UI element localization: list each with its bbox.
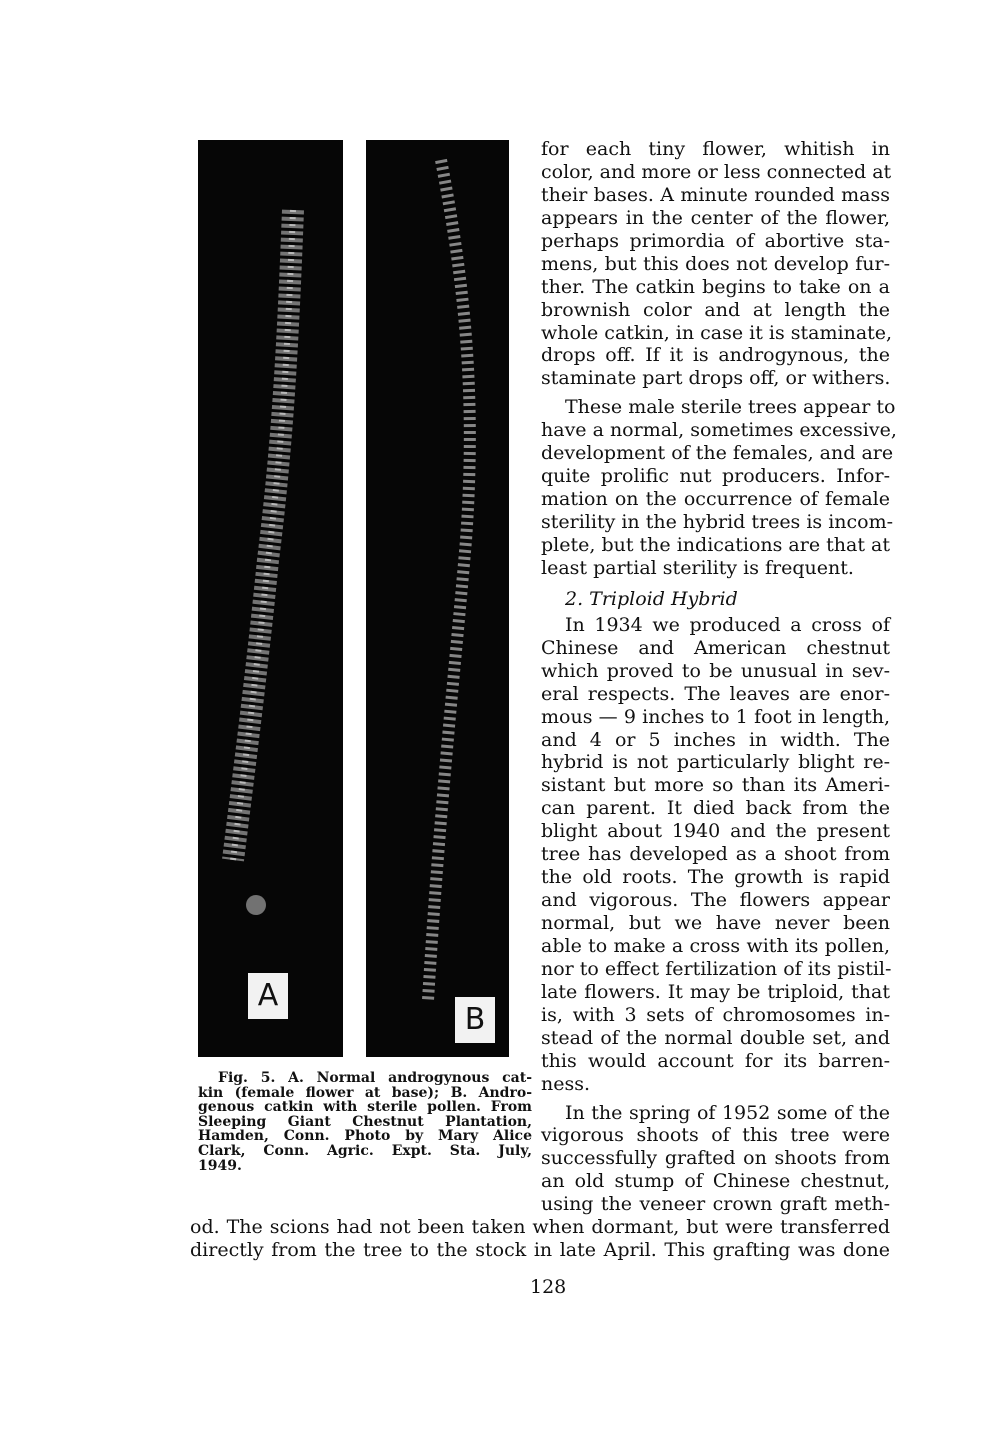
paragraph-2 [541, 396, 897, 580]
text-line: od. The scions had not been taken when dormant, but were transferred [190, 1216, 890, 1238]
text-line: normal, but we have never been [541, 912, 890, 934]
paragraph-3 [541, 614, 890, 1096]
text-line: drops off. If it is androgynous, the [541, 344, 890, 367]
text-line: nor to effect fertilization of its pistil- [541, 957, 892, 980]
caption-line: genous catkin with sterile pollen. From [198, 1099, 532, 1116]
catkin-a-image [198, 140, 343, 1057]
text-line: tree has developed as a shoot from [541, 843, 890, 866]
text-line: appears in the center of the flower, [541, 206, 890, 229]
text-line: plete, but the indications are that at [541, 533, 890, 556]
text-line: staminate part drops off, or withers. [541, 367, 891, 390]
text-line: ness. [541, 1072, 591, 1095]
text-line: whole catkin, in case it is staminate, [541, 321, 893, 344]
text-line: color, and more or less connected at [541, 160, 892, 183]
text-line: the old roots. The growth is rapid [541, 866, 890, 889]
text-line: stead of the normal double set, and [541, 1026, 890, 1049]
figure-caption [198, 1071, 532, 1173]
text-line: late flowers. It may be triploid, that [541, 980, 890, 1003]
text-line: development of the females, and are [541, 442, 894, 465]
catkin-b-image [366, 140, 509, 1057]
caption-line: Sleeping Giant Chestnut Plantation, [198, 1113, 532, 1130]
caption-line: Hamden, Conn. Photo by Mary Alice [198, 1128, 532, 1145]
text-line: this would account for its barren- [541, 1049, 890, 1072]
page-number: 128 [530, 1276, 567, 1298]
text-line: brownish color and at length the [541, 298, 890, 321]
text-line: their bases. A minute rounded mass [541, 183, 890, 206]
text-line: an old stump of Chinese chestnut, [541, 1170, 890, 1193]
section-heading: 2. Triploid Hybrid [565, 587, 738, 610]
right-column-text [541, 138, 897, 1216]
text-line: which proved to be unusual in sev- [541, 659, 890, 682]
text-line: successfully grafted on shoots from [541, 1147, 890, 1170]
text-line: mous — 9 inches to 1 foot in length, [541, 705, 890, 728]
text-line: able to make a cross with its pollen, [541, 934, 890, 957]
text-line: blight about 1940 and the present [541, 820, 890, 843]
text-line: These male sterile trees appear to [565, 396, 896, 419]
text-line: can parent. It died back from the [541, 797, 890, 820]
text-line: is, with 3 sets of chromosomes in- [541, 1003, 890, 1026]
text-line: sterility in the hybrid trees is incom- [541, 511, 894, 533]
text-line: mation on the occurrence of female [541, 488, 890, 511]
photo-catkin-a [198, 140, 343, 1057]
paragraph-4 [541, 1102, 890, 1217]
photo-catkin-b [366, 140, 509, 1057]
text-line: ther. The catkin begins to take on a [541, 275, 890, 298]
text-line: eral respects. The leaves are enor- [541, 682, 890, 705]
text-line: mens, but this does not develop fur- [541, 252, 890, 275]
caption-line: kin (female flower at base); B. Andro- [198, 1084, 532, 1101]
caption-line: Clark, Conn. Agric. Expt. Sta. July, [198, 1142, 532, 1159]
text-line: quite prolific nut producers. Infor- [541, 465, 890, 488]
caption-line: Fig. 5. A. Normal androgynous cat- [218, 1070, 532, 1086]
text-line: In 1934 we produced a cross of [565, 613, 890, 636]
photo-label-a: A [248, 973, 288, 1019]
text-line: and vigorous. The flowers appear [541, 889, 890, 912]
photo-label-b: B [455, 997, 495, 1043]
text-line: and 4 or 5 inches in width. The [541, 728, 890, 751]
text-line: hybrid is not particularly blight re- [541, 751, 890, 774]
full-width-text [190, 1216, 890, 1262]
text-line: for each tiny flower, whitish in [541, 138, 890, 160]
text-line: directly from the tree to the stock in late April. This grafting was done [190, 1238, 890, 1261]
text-line: sistant but more so than its Ameri- [541, 774, 890, 797]
caption-line: 1949. [198, 1157, 242, 1174]
paragraph-1 [541, 138, 893, 390]
text-line: least partial sterility is frequent. [541, 556, 854, 579]
text-line: vigorous shoots of this tree were [541, 1124, 890, 1147]
text-line: perhaps primordia of abortive sta- [541, 229, 890, 252]
text-line: have a normal, sometimes excessive, [541, 419, 897, 442]
text-line: Chinese and American chestnut [541, 636, 890, 659]
text-line: In the spring of 1952 some of the [565, 1101, 890, 1124]
text-line: using the veneer crown graft meth- [541, 1193, 890, 1216]
